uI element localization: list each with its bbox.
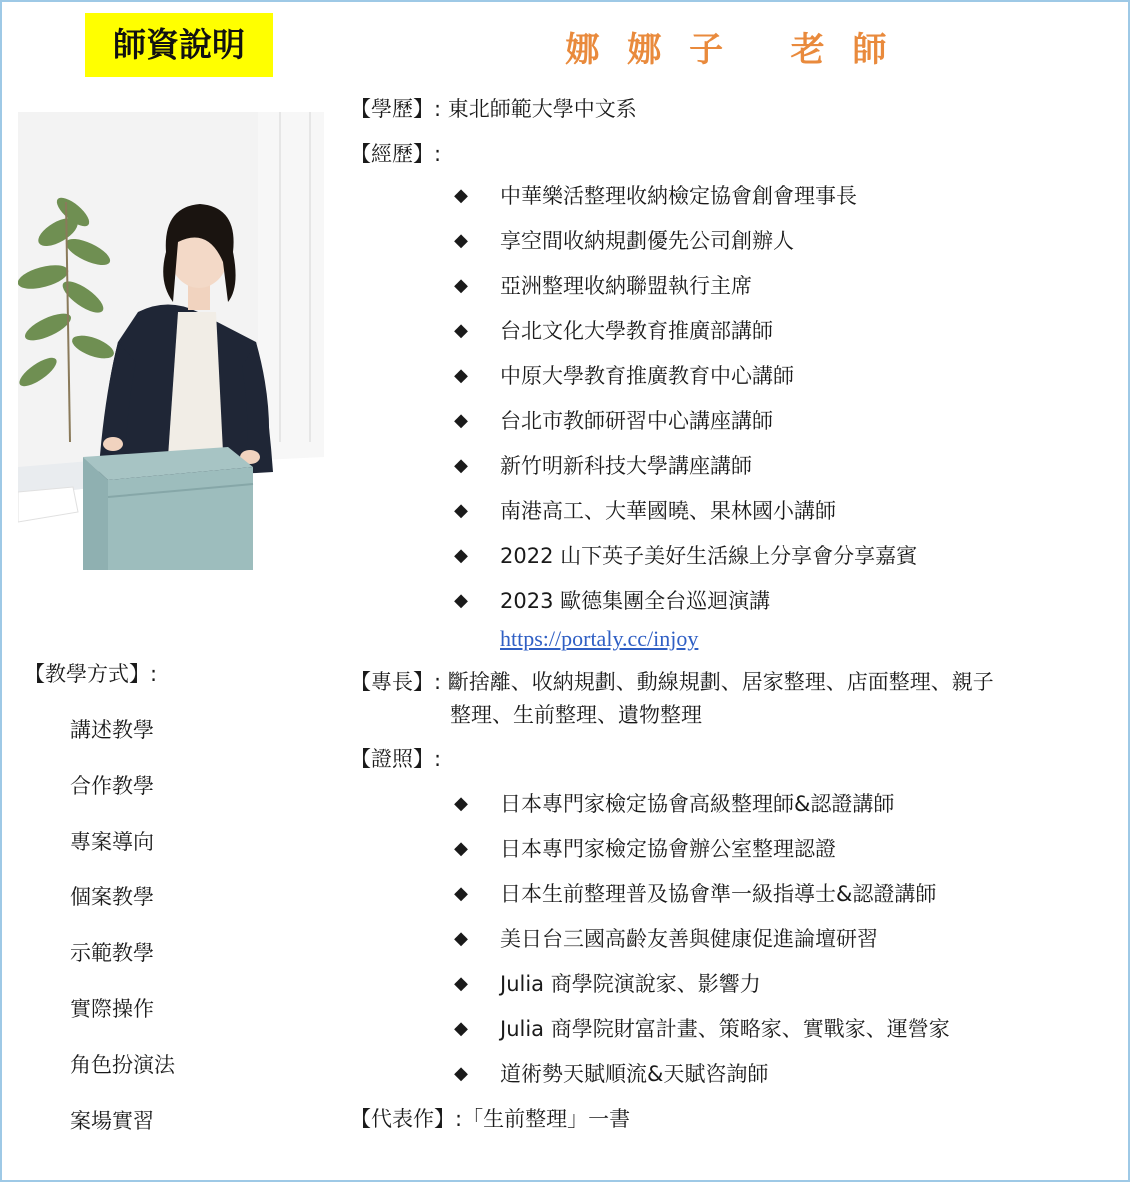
diamond-bullet-icon: ◆ [454, 972, 468, 994]
representative-work: 【代表作】:「生前整理」一書 [350, 1107, 631, 1131]
diamond-bullet-icon: ◆ [454, 274, 468, 296]
diamond-bullet-icon: ◆ [454, 184, 468, 206]
diamond-bullet-icon: ◆ [454, 499, 468, 521]
section-badge: 師資說明 [85, 13, 273, 77]
diamond-bullet-icon: ◆ [454, 792, 468, 814]
list-item: ◆ Julia 商學院財富計畫、策略家、實戰家、運營家 [452, 1013, 950, 1043]
list-item: ◆ 2023 歐德集團全台巡迴演講 [452, 585, 770, 615]
diamond-bullet-icon: ◆ [454, 364, 468, 386]
list-item: ◆ 日本專門家檢定協會辦公室整理認證 [452, 833, 836, 863]
list-item: ◆ 中原大學教育推廣教育中心講師 [452, 360, 794, 390]
list-item: ◆ 南港高工、大華國曉、果林國小講師 [452, 495, 836, 525]
portaly-link[interactable]: https://portaly.cc/injoy [500, 626, 699, 651]
diamond-bullet-icon: ◆ [454, 229, 468, 251]
diamond-bullet-icon: ◆ [454, 882, 468, 904]
diamond-bullet-icon: ◆ [454, 927, 468, 949]
experience-label: 【經歷】: [350, 142, 442, 166]
diamond-bullet-icon: ◆ [454, 1062, 468, 1084]
diamond-bullet-icon: ◆ [454, 837, 468, 859]
list-item: ◆ Julia 商學院演說家、影響力 [452, 968, 761, 998]
list-item: ◆ 道術勢天賦順流&天賦咨詢師 [452, 1058, 768, 1088]
specialty-line-1: 【專長】: 斷捨離、收納規劃、動線規劃、居家整理、店面整理、親子 [350, 670, 994, 694]
teacher-name: 娜 娜 子 老 師 [565, 30, 895, 70]
list-item: ◆ 享空間收納規劃優先公司創辦人 [452, 225, 794, 255]
diamond-bullet-icon: ◆ [454, 1017, 468, 1039]
teaching-label: 【教學方式】: [24, 662, 158, 686]
list-item: 個案教學 [70, 885, 154, 909]
list-item: 合作教學 [70, 774, 154, 798]
list-item: 專案導向 [70, 830, 154, 854]
list-item: 案場實習 [70, 1109, 154, 1133]
list-item: 講述教學 [70, 718, 154, 742]
diamond-bullet-icon: ◆ [454, 319, 468, 341]
certificates-label: 【證照】: [350, 747, 442, 771]
list-item: ◆ 台北文化大學教育推廣部講師 [452, 315, 773, 345]
specialty-line-2: 整理、生前整理、遺物整理 [450, 703, 702, 727]
list-item: 角色扮演法 [70, 1053, 175, 1077]
list-item: 示範教學 [70, 941, 154, 965]
specialty-block [350, 666, 1120, 732]
list-item: ◆ 美日台三國高齡友善與健康促進論壇研習 [452, 923, 878, 953]
list-item: ◆ 日本專門家檢定協會高級整理師&認證講師 [452, 788, 894, 818]
list-item: ◆ 台北市教師研習中心講座講師 [452, 405, 773, 435]
list-item: ◆ 新竹明新科技大學講座講師 [452, 450, 752, 480]
diamond-bullet-icon: ◆ [454, 589, 468, 611]
diamond-bullet-icon: ◆ [454, 454, 468, 476]
list-item: ◆ 亞洲整理收納聯盟執行主席 [452, 270, 752, 300]
list-item: 實際操作 [70, 997, 154, 1021]
education-line: 【學歷】: 東北師範大學中文系 [350, 97, 637, 121]
diamond-bullet-icon: ◆ [454, 544, 468, 566]
list-item: ◆ 2022 山下英子美好生活線上分享會分享嘉賓 [452, 540, 917, 570]
diamond-bullet-icon: ◆ [454, 409, 468, 431]
list-item: ◆ 日本生前整理普及協會準一級指導士&認證講師 [452, 878, 936, 908]
list-item: ◆ 中華樂活整理收納檢定協會創會理事長 [452, 180, 857, 210]
teacher-photo [18, 112, 324, 570]
